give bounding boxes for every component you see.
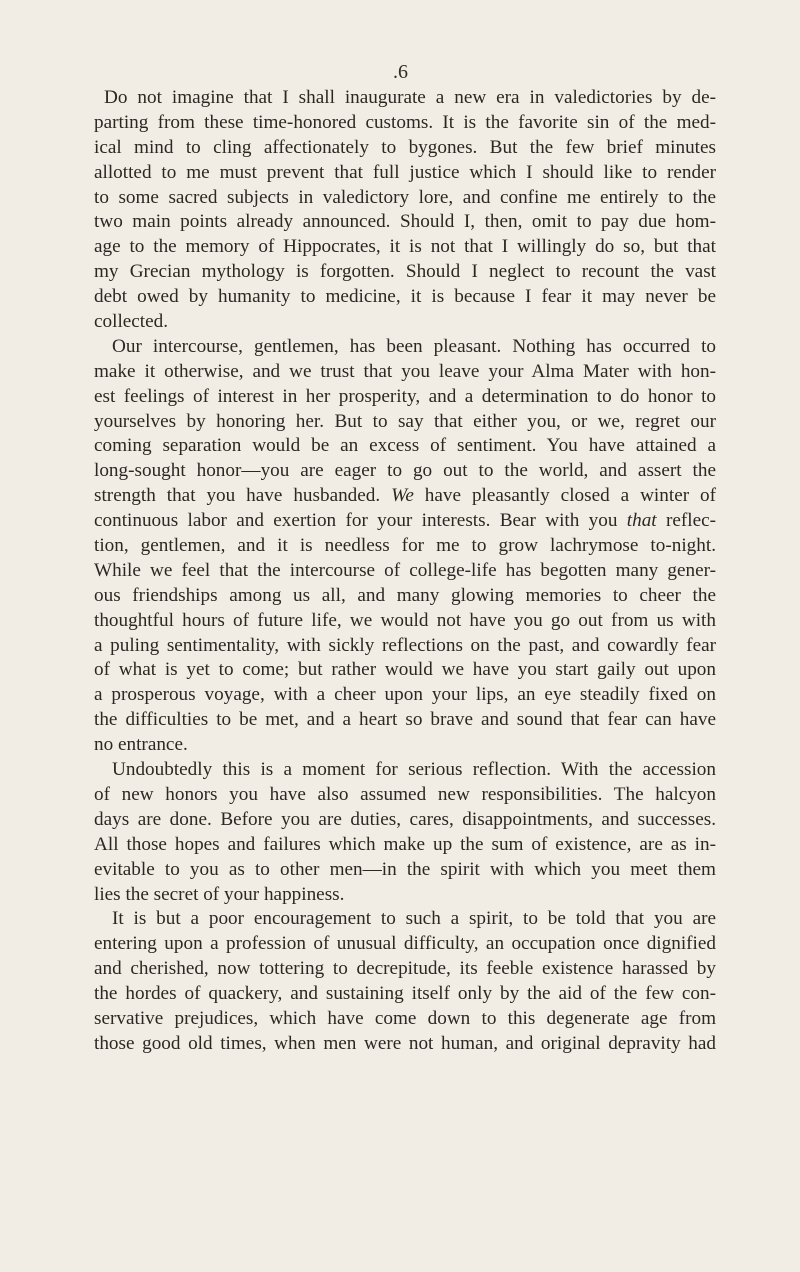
text-line: a puling sentimentality, with sickly reflections on the past, and cowardly fear [94,634,716,656]
text-line: It is but a poor encouragement to such a spirit, to be told that you are [112,908,716,930]
text-line: the difficulties to be met, and a heart so brave and sound that fear can have [94,709,716,731]
text-line: ical mind to cling affectionately to bygones. But the few brief minutes [94,136,716,158]
text-line: collected. [94,311,169,333]
text-line: days are done. Before you are duties, cares, disappointments, and successes. [94,808,716,830]
text-line: entering upon a profession of unusual difficulty, an occupation once dignified [94,933,716,955]
text-line: tion, gentlemen, and it is needless for me to grow lachrymose to-night. [94,535,716,557]
text-line: of new honors you have also assumed new responsibilities. The halcyon [94,783,716,805]
text-line: lies the secret of your happiness. [94,883,345,905]
text-line: Do not imagine that I shall inaugurate a new era in valedictories by de- [104,87,716,108]
paragraph-4 [94,907,716,1056]
text-line: a prosperous voyage, with a cheer upon your lips, an eye steadily fixed on [94,684,716,706]
italic-word: that [626,510,657,532]
text-segment: have pleasantly closed a winter of [413,485,717,507]
text-line: parting from these time-honored customs. It is the favorite sin of the med- [94,111,716,133]
text-line: of what is yet to come; but rather would we have you start gaily out upon [94,659,716,681]
text-line: the hordes of quackery, and sustaining itself only by the aid of the few con- [94,983,716,1005]
text-line: Undoubtedly this is a moment for serious reflection. With the accession [112,759,716,781]
text-line: and cherished, now tottering to decrepitude, its feeble existence harassed by [94,958,716,980]
text-line: All those hopes and failures which make up the sum of existence, are as in- [94,833,716,855]
text-line: ous friendships among us all, and many glowing memories to cheer the [94,584,716,606]
text-line: yourselves by honoring her. But to say that either you, or we, regret our [94,410,716,432]
text-line: Our intercourse, gentlemen, has been pleasant. Nothing has occurred to [112,335,716,357]
paragraph-3 [94,758,716,907]
text-line: debt owed by humanity to medicine, it is because I fear it may never be [94,286,716,308]
text-line: to some sacred subjects in valedictory lore, and confine me entirely to the [94,186,716,208]
page-number: .6 [393,61,408,83]
text-line: no entrance. [94,734,188,756]
text-line: age to the memory of Hippocrates, it is not that I willingly do so, but that [94,236,716,258]
text-segment: strength that you have husbanded. [94,485,381,507]
text-line: long-sought honor—you are eager to go out to the world, and assert the [94,460,716,482]
text-line: two main points already announced. Should I, then, omit to pay due hom- [94,211,716,233]
text-line: my Grecian mythology is forgotten. Should I neglect to recount the vast [94,261,716,283]
text-segment: reflec- [656,510,716,532]
text-line: allotted to me must prevent that full justice which I should like to render [94,161,716,183]
body-text [94,86,716,1057]
text-line-with-italic [94,509,716,534]
text-line: thoughtful hours of future life, we would not have you go out from us with [94,609,716,631]
paragraph-2 [94,335,716,758]
text-line: evitable to you as to other men—in the spirit with which you meet them [94,858,716,880]
text-line: those good old times, when men were not human, and original depravity had [94,1032,716,1054]
text-line: coming separation would be an excess of sentiment. You have attained a [94,435,716,457]
text-line: make it otherwise, and we trust that you leave your Alma Mater with hon- [94,360,716,382]
text-line: servative prejudices, which have come down to this degenerate age from [94,1007,716,1029]
text-line-with-italic [94,484,716,509]
italic-word: We [391,485,414,507]
text-segment: continuous labor and exertion for your interests. Bear with you [94,510,618,532]
text-line: While we feel that the intercourse of college-life has begotten many gener- [94,559,716,581]
paragraph-1 [94,86,716,335]
text-line: est feelings of interest in her prosperity, and a determination to do honor to [94,385,716,407]
